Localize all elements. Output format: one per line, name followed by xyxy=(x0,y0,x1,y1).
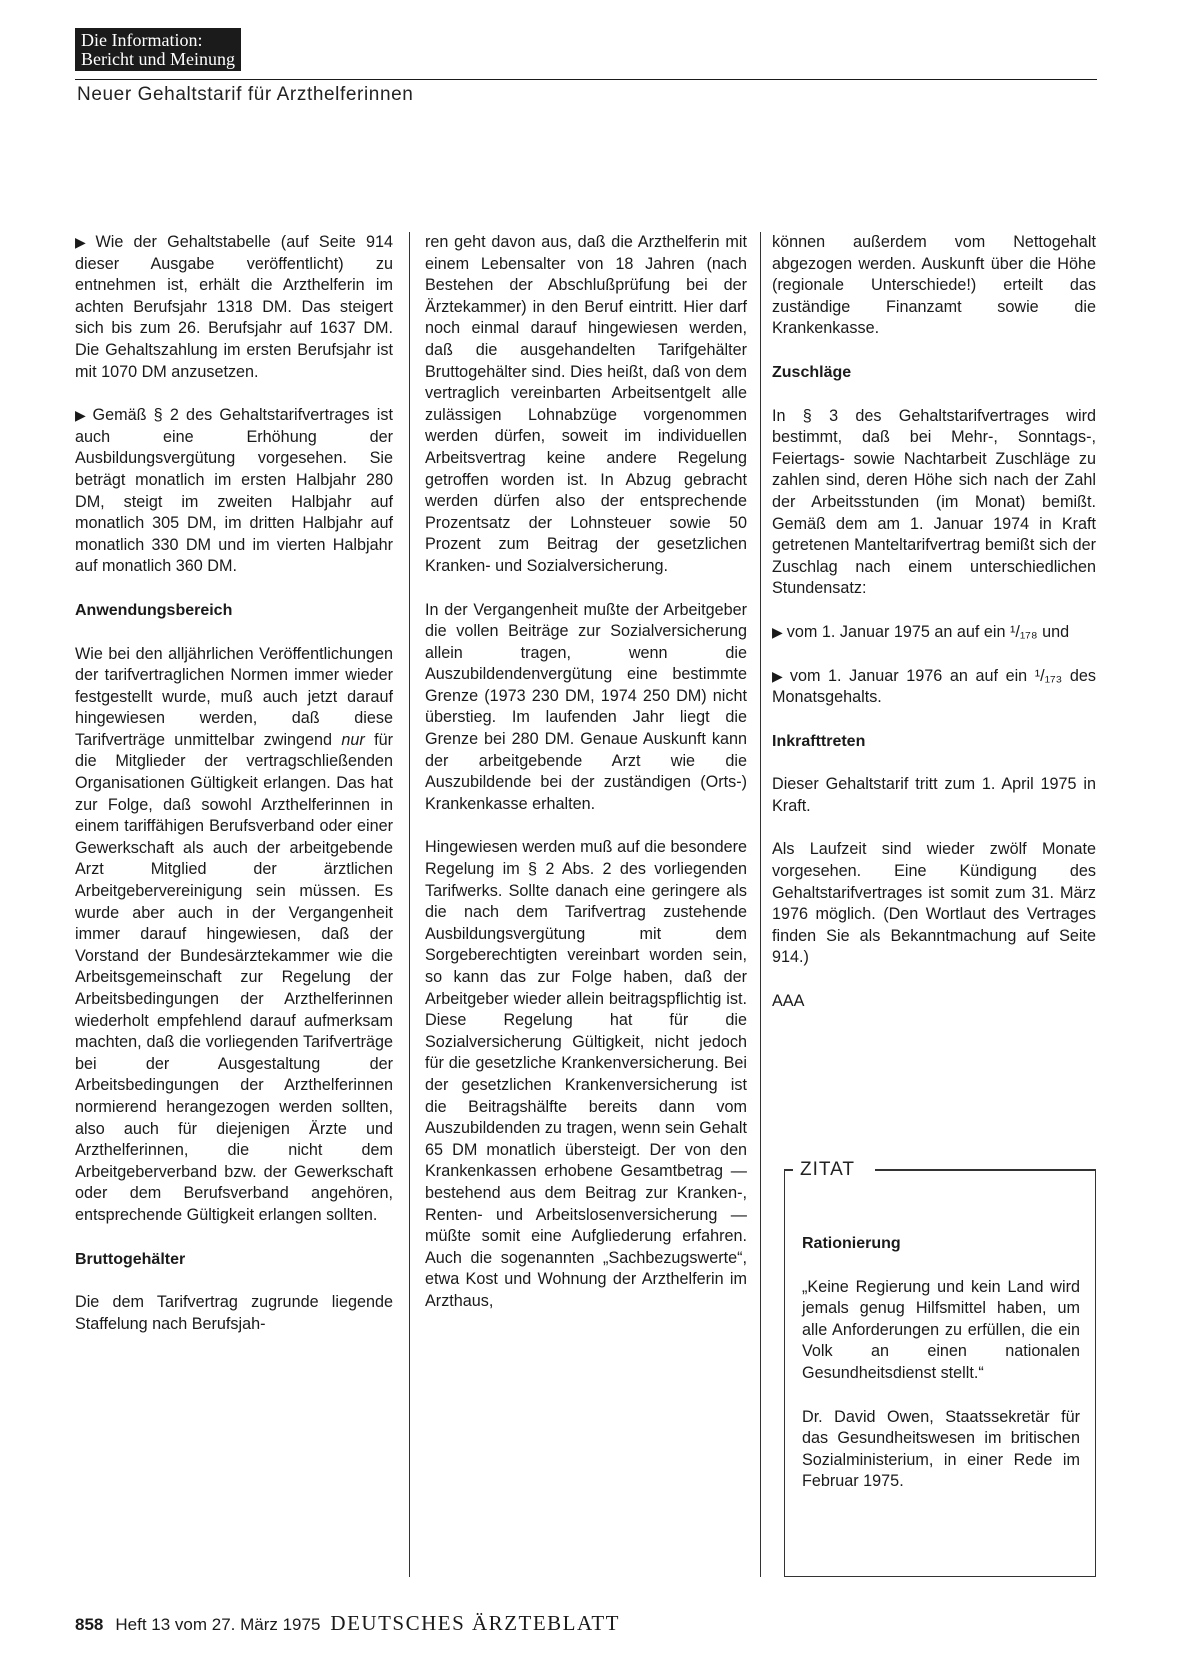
quote-border-right xyxy=(875,1169,1095,1171)
triangle-bullet-icon: ▶ xyxy=(75,407,89,424)
paragraph: Hingewiesen werden muß auf die besondere Regelung im § 2 Abs. 2 des vorliegenden Tarifwerks. Sollte danach eine geringere als die nach dem Tarifvertrag zustehende Ausbildungsvergütung mit dem Sorgeberechtigten vereinbart worden sein, so kann das zur Folge haben, daß der Arbeitgeber wieder allein beitragspflichtig ist. Diese Regelung hat für die Sozialversicherung Gültigkeit, nicht jedoch für die gesetzliche Krankenversicherung. Bei der gesetzlichen Krankenversicherung ist die Beitragshälfte bereits dann vom Auszubildenden zu tragen, wenn sein Gehalt 65 DM monatlich übersteigt. Der von den Krankenkassen erhobene Gesamtbetrag — bestehend aus dem Beitrag zur Kranken-, Renten- und Arbeitslosenversicherung — müßte somit eine Aufgliederung erfahren. Auch die sogenannten „Sachbezugswerte“, etwa Kost und Wohnung der Arzthelferin im Arzthaus, xyxy=(425,838,747,1310)
triangle-bullet-icon: ▶ xyxy=(75,234,92,250)
paragraph: Wie bei den alljährlichen Veröffentlichungen der tarifvertraglichen Normen immer wieder festgestellt wurde, muß auch jetzt darauf hingewiesen werden, daß diese Tarifverträge unmittelbar zwingend nur für die Mitglieder der vertragschließenden Organisationen Gültigkeit erlangen. Das hat zur Folge, daß sowohl Arzthelferinnen in einem tariffähigen Berufsverband oder einer Gewerkschaft als auch der arbeitgebende Arzt Mitglied der ärztlichen Arbeitgebervereinigung sein müssen. Es wurde aber auch in der Vergangenheit immer darauf hingewiesen, daß der Vorstand der Bundesärztekammer wie die Arbeitsgemeinschaft zur Regelung der Arbeitsbedingungen der Arzthelferinnen wiederholt empfehlend darauf aufmerksam machten, daß die vorliegenden Tarifverträge bei der Ausgestaltung der Arbeitsbedingungen der Arzthelferinnen normierend herangezogen werden sollten, also auch für diejenigen Ärzte und Arzthelferinnen, die nicht dem Arbeitgeberverband bzw. der Gewerkschaft oder dem Berufsverband angehören, entsprechende Gültigkeit erlangen sollten. xyxy=(75,644,393,1224)
emphasis: nur xyxy=(341,730,365,749)
paragraph: Als Laufzeit sind wieder zwölf Monate vorgesehen. Eine Kündigung des Gehaltstarifvertrages ist somit zum 31. März 1976 möglich. (Den Wortlaut des Vertrages finden Sie als Bekanntmachung auf Seite 914.) xyxy=(772,840,1096,967)
issue-info: Heft 13 vom 27. März 1975 xyxy=(115,1615,321,1634)
footer xyxy=(75,1611,620,1636)
section-label xyxy=(75,28,241,71)
quote-content xyxy=(802,1233,1080,1515)
column-3 xyxy=(772,232,1096,1035)
quote-heading: Rationierung xyxy=(802,1235,901,1252)
list-item: ▶ vom 1. Januar 1975 an auf ein ¹/₁₇₈ und xyxy=(772,622,1070,641)
triangle-bullet-icon: ▶ xyxy=(772,623,783,640)
paragraph: Dieser Gehaltstarif tritt zum 1. April 1975 in Kraft. xyxy=(772,775,1096,815)
triangle-bullet-icon: ▶ xyxy=(772,667,786,684)
section-label-line2: Bericht und Meinung xyxy=(81,49,235,69)
heading-inkrafttreten: Inkrafttreten xyxy=(772,732,866,750)
paragraph: ▶ Gemäß § 2 des Gehaltstarifvertrages ist auch eine Erhöhung der Ausbildungsvergütung vorgesehen. Sie beträgt monatlich im ersten Halbjahr 280 DM, steigt im zweiten Halbjahr auf monatlich 305 DM, im dritten Halbjahr auf monatlich 330 DM und im vierten Halbjahr auf monatlich 360 DM. xyxy=(75,406,393,576)
paragraph: Die dem Tarifvertrag zugrunde liegende Staffelung nach Berufsjah- xyxy=(75,1293,393,1333)
article-title: Neuer Gehaltstarif für Arzthelferinnen xyxy=(77,84,414,105)
heading-anwendungsbereich: Anwendungsbereich xyxy=(75,601,233,619)
top-rule xyxy=(75,79,1097,80)
list-item: ▶ vom 1. Januar 1976 an auf ein ¹/₁₇₃ des Monatsgehalts. xyxy=(772,666,1096,707)
heading-bruttogehaelter: Bruttogehälter xyxy=(75,1250,186,1268)
author-signature: AAA xyxy=(772,992,805,1011)
heading-zuschlaege: Zuschläge xyxy=(772,363,852,381)
column-divider-1 xyxy=(409,232,410,1577)
paragraph: ren geht davon aus, daß die Arzthelferin mit einem Lebensalter von 18 Jahren (nach Bestehen der Abschlußprüfung bei der Ärztekammer) in den Beruf eintritt. Hier darf noch einmal darauf hingewiesen werden, daß die ausgehandelten Tarifgehälter Bruttogehälter sind. Dies heißt, daß von dem vertraglich vereinbarten Arbeitsentgelt alle zulässigen Lohnabzüge vorgenommen werden dürfen, soweit im individuellen Arbeitsvertrag keine andere Regelung getroffen worden ist. In Abzug gebracht werden dürfen also der entsprechende Prozentsatz der Lohnsteuer sowie 50 Prozent zum Beitrag der gesetzlichen Kranken- und Sozialversicherung. xyxy=(425,233,747,575)
quote-border-left xyxy=(785,1169,793,1171)
quote-source: Dr. David Owen, Staatssekretär für das Gesundheitswesen im britischen Sozialministerium, in einer Rede im Februar 1975. xyxy=(802,1407,1080,1491)
quote-text: „Keine Regierung und kein Land wird jemals genug Hilfsmittel haben, um alle Anforderungen zu erfüllen, die ein Volk an einen nationalen Gesundheitsdienst stellt.“ xyxy=(802,1277,1080,1382)
paragraph: können außerdem vom Nettogehalt abgezogen werden. Auskunft über die Höhe (regionale Unterschiede!) erteilt das zuständige Finanzamt sowie die Krankenkasse. xyxy=(772,233,1096,338)
paragraph: In § 3 des Gehaltstarifvertrages wird bestimmt, daß bei Mehr-, Sonntags-, Feiertags- sowie Nachtarbeit Zuschläge zu zahlen sind, deren Höhe sich nach der Zahl der Arbeitsstunden (im Monat) bemißt. Gemäß dem am 1. Januar 1974 in Kraft getretenen Manteltarifvertrag bemißt sich der Zuschlag nach einem unterschiedlichen Stundensatz: xyxy=(772,406,1096,598)
column-2 xyxy=(425,232,747,1335)
column-divider-2 xyxy=(760,232,761,1577)
quote-label: ZITAT xyxy=(797,1159,858,1181)
section-label-line1: Die Information: xyxy=(81,30,203,50)
paragraph: In der Vergangenheit mußte der Arbeitgeber die vollen Beiträge zur Sozialversicherung allein tragen, wenn die Auszubildendenvergütung eine bestimmte Grenze (1973 230 DM, 1974 250 DM) nicht überstieg. Im laufenden Jahr liegt die Grenze bei 280 DM. Genaue Auskunft kann der arbeitgebende Arzt wie die Auszubildende bei der zuständigen (Orts-) Krankenkasse erhalten. xyxy=(425,600,747,813)
paragraph: ▶ Wie der Gehaltstabelle (auf Seite 914 dieser Ausgabe veröffentlicht) zu entnehmen ist, erhält die Arzthelferin im achten Berufsjahr 1318 DM. Das steigert sich bis zum 26. Berufsjahr auf 1637 DM. Die Gehaltszahlung im ersten Berufsjahr ist mit 1070 DM anzusetzen. xyxy=(75,233,393,381)
quote-box xyxy=(784,1159,1096,1577)
column-1 xyxy=(75,232,393,1357)
page-number: 858 xyxy=(75,1615,104,1634)
publication-name: DEUTSCHES ÄRZTEBLATT xyxy=(330,1611,620,1635)
